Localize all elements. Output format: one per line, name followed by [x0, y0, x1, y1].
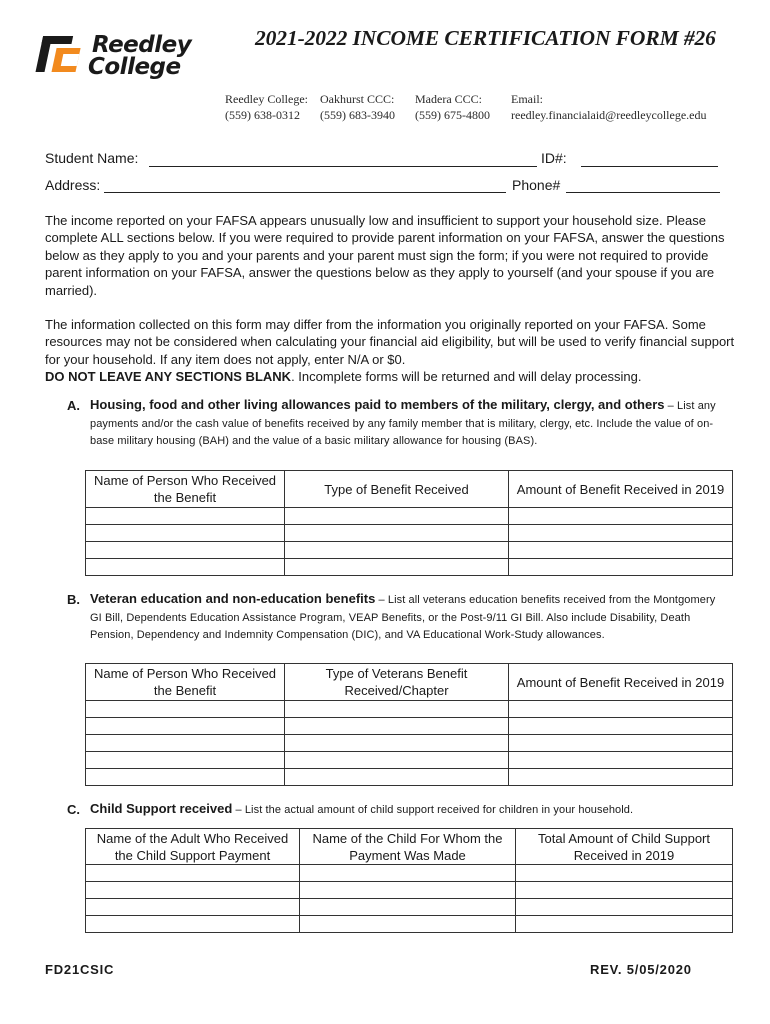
table-cell[interactable]	[86, 701, 285, 718]
address-label: Address:	[45, 177, 101, 193]
contact-phone: (559) 675-4800	[415, 108, 490, 122]
table-cell[interactable]	[285, 508, 509, 525]
table-header-row	[86, 664, 733, 701]
reedley-college-logo	[30, 32, 220, 84]
table-cell[interactable]	[86, 865, 300, 882]
logo-text-reedley: Reedley	[92, 32, 192, 58]
column-header: Name of the Child For Whom the Payment Was Made	[300, 829, 516, 865]
section-c-text	[90, 801, 730, 819]
table-cell[interactable]	[285, 525, 509, 542]
warning-text: . Incomplete forms will be returned and will delay processing.	[291, 369, 642, 385]
table-cell[interactable]	[86, 769, 285, 786]
intro-paragraph-1	[45, 212, 735, 299]
section-a-heading: Housing, food and other living allowances paid to members of the military, clergy, and others	[90, 397, 665, 412]
student-name-label: Student Name:	[45, 150, 139, 166]
table-cell[interactable]	[509, 735, 733, 752]
section-c-heading: Child Support received	[90, 801, 233, 816]
section-b-letter: B.	[67, 592, 80, 607]
table-row[interactable]	[86, 525, 733, 542]
table-cell[interactable]	[509, 718, 733, 735]
column-header: Amount of Benefit Received in 2019	[509, 664, 733, 701]
column-header: Name of Person Who Received the Benefit	[86, 664, 285, 701]
table-row[interactable]	[86, 882, 733, 899]
table-row[interactable]	[86, 899, 733, 916]
contact-label: Madera CCC:	[415, 92, 482, 106]
table-cell[interactable]	[86, 559, 285, 576]
section-c-letter: C.	[67, 802, 80, 817]
table-cell[interactable]	[509, 559, 733, 576]
contact-label: Oakhurst CCC:	[320, 92, 395, 106]
table-row[interactable]	[86, 752, 733, 769]
table-row[interactable]	[86, 559, 733, 576]
contact-madera	[415, 91, 490, 123]
contact-reedley	[225, 91, 308, 123]
intro-paragraph-2	[45, 316, 735, 386]
section-c-description: – List the actual amount of child support received for children in your household.	[232, 804, 634, 816]
table-cell[interactable]	[300, 916, 516, 933]
contact-email	[511, 91, 707, 123]
table-cell[interactable]	[516, 865, 733, 882]
phone-field[interactable]	[566, 192, 720, 193]
table-cell[interactable]	[86, 882, 300, 899]
table-cell[interactable]	[285, 752, 509, 769]
table-cell[interactable]	[509, 701, 733, 718]
section-b-table	[85, 663, 733, 786]
table-cell[interactable]	[285, 735, 509, 752]
intro-text-1: The income reported on your FAFSA appears unusually low and insufficient to support your household size. Please complete ALL sections below. If you were required to provide parent information on your FAFSA, answer the questions below as they apply to you and your parents and your parent must sign the form; if you were not required to provide parent information on your FAFSA, answer the questions below as they apply to yourself (and your spouse if you are married).	[45, 213, 725, 298]
section-a-table	[85, 470, 733, 576]
table-cell[interactable]	[509, 542, 733, 559]
table-cell[interactable]	[86, 752, 285, 769]
table-cell[interactable]	[509, 525, 733, 542]
column-header: Amount of Benefit Received in 2019	[509, 471, 733, 508]
contact-label: Email:	[511, 92, 543, 106]
table-row[interactable]	[86, 916, 733, 933]
section-a-letter: A.	[67, 398, 80, 413]
table-cell[interactable]	[509, 752, 733, 769]
contact-phone: (559) 638-0312	[225, 108, 300, 122]
logo-text-college: College	[88, 54, 181, 80]
table-cell[interactable]	[285, 769, 509, 786]
section-c-table	[85, 828, 733, 933]
form-code: FD21CSIC	[45, 962, 115, 977]
table-cell[interactable]	[285, 559, 509, 576]
table-cell[interactable]	[300, 899, 516, 916]
section-b-heading: Veteran education and non-education benefits	[90, 591, 376, 606]
id-label: ID#:	[541, 150, 567, 166]
table-row[interactable]	[86, 701, 733, 718]
table-cell[interactable]	[509, 769, 733, 786]
table-cell[interactable]	[516, 916, 733, 933]
table-cell[interactable]	[300, 882, 516, 899]
table-cell[interactable]	[86, 916, 300, 933]
warning-bold: DO NOT LEAVE ANY SECTIONS BLANK	[45, 369, 292, 385]
column-header: Name of Person Who Received the Benefit	[86, 471, 285, 508]
table-cell[interactable]	[300, 865, 516, 882]
table-cell[interactable]	[86, 542, 285, 559]
contact-label: Reedley College:	[225, 92, 308, 106]
id-field[interactable]	[581, 166, 718, 167]
section-a-description: – List any payments and/or the cash value of benefits received by any family member that is military, clergy, etc. Include the value of on-base military housing (BAH) and the value of a basic military allowance for housing (BAS).	[90, 400, 716, 447]
column-header: Type of Veterans Benefit Received/Chapter	[285, 664, 509, 701]
form-title: 2021-2022 INCOME CERTIFICATION FORM #26	[255, 26, 716, 50]
table-cell[interactable]	[86, 508, 285, 525]
table-row[interactable]	[86, 542, 733, 559]
contact-phone: (559) 683-3940	[320, 108, 395, 122]
intro-text-2: The information collected on this form may differ from the information you originally reported on your FAFSA. Some resources may not be considered when calculating your financial aid eligibility, but will be used to verify financial support for your household. If any item does not apply, enter N/A or $0.	[45, 317, 735, 367]
table-cell[interactable]	[285, 701, 509, 718]
table-cell[interactable]	[86, 525, 285, 542]
table-cell[interactable]	[516, 899, 733, 916]
contact-email-address[interactable]: reedley.financialaid@reedleycollege.edu	[511, 108, 707, 122]
table-row[interactable]	[86, 718, 733, 735]
table-cell[interactable]	[86, 718, 285, 735]
section-a-text	[90, 397, 730, 450]
section-b-description: – List all veterans education benefits received from the Montgomery GI Bill, Dependents Education Assistance Program, VEAP Benefits, or the Post-9/11 GI Bill. Also include Disability, Death Pension, Dependency and Indemnity Compensation (DIC), and VA Educational Work-Study allowances.	[90, 594, 716, 641]
student-name-field[interactable]	[149, 166, 537, 167]
table-cell[interactable]	[86, 899, 300, 916]
table-cell[interactable]	[86, 735, 285, 752]
column-header: Total Amount of Child Support Received in 2019	[516, 829, 733, 865]
revision-date: REV. 5/05/2020	[590, 962, 692, 977]
contact-oakhurst	[320, 91, 395, 123]
table-cell[interactable]	[285, 542, 509, 559]
table-header-row	[86, 829, 733, 865]
section-b-text	[90, 591, 730, 644]
table-row[interactable]	[86, 735, 733, 752]
table-cell[interactable]	[509, 508, 733, 525]
table-cell[interactable]	[516, 882, 733, 899]
address-field[interactable]	[104, 192, 506, 193]
column-header: Name of the Adult Who Received the Child Support Payment	[86, 829, 300, 865]
table-header-row	[86, 471, 733, 508]
column-header: Type of Benefit Received	[285, 471, 509, 508]
table-row[interactable]	[86, 508, 733, 525]
table-row[interactable]	[86, 769, 733, 786]
phone-label: Phone#	[512, 177, 561, 193]
table-row[interactable]	[86, 865, 733, 882]
table-cell[interactable]	[285, 718, 509, 735]
